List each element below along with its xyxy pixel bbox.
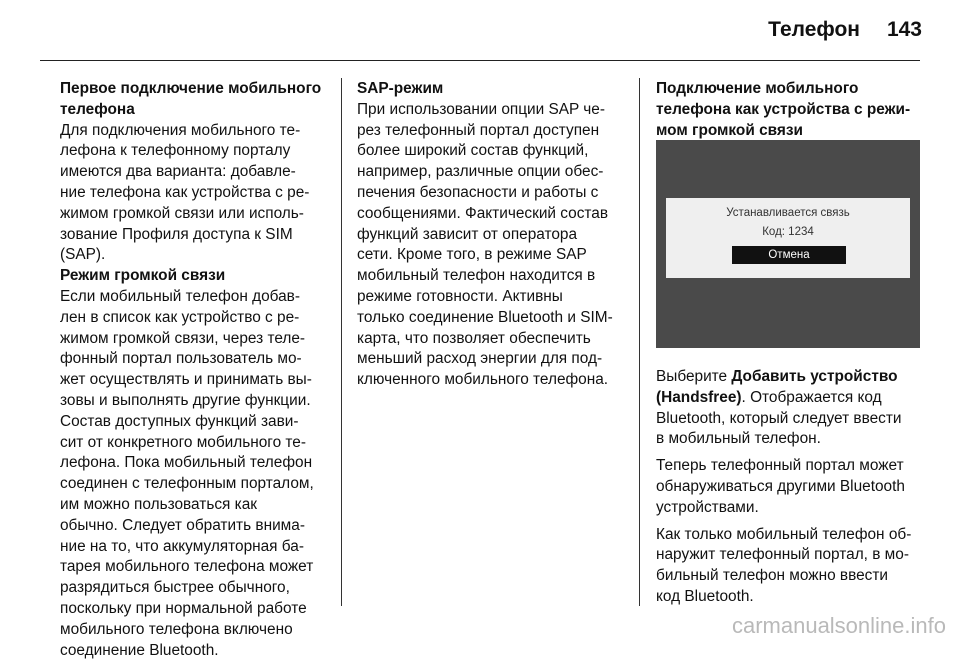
text-line: Теперь телефонный портал может xyxy=(656,457,904,475)
text-line: код Bluetooth. xyxy=(656,587,754,605)
heading-line: SAP-режим xyxy=(357,80,444,97)
text-line: устройствами. xyxy=(656,498,759,516)
heading-sap-mode xyxy=(357,79,625,100)
text-line: бильный телефон можно ввести xyxy=(656,567,888,585)
text-line: функций зависит от оператора xyxy=(357,225,578,243)
text-line: лефона. Пока мобильный телефон xyxy=(60,454,313,472)
text-line: сообщениями. Фактический состав xyxy=(357,204,609,222)
text-line: карта, что позволяет обеспечить xyxy=(357,329,591,347)
column-3 xyxy=(656,79,926,141)
text-line: рез телефонный портал доступен xyxy=(357,121,600,139)
text-line: зовы и выполнять другие функции. xyxy=(60,391,311,409)
text-line: жет осуществлять и принимать вы- xyxy=(60,371,312,389)
text-line: фонный портал пользователь мо- xyxy=(60,350,302,368)
text-line: разрядиться быстрее обычного, xyxy=(60,579,290,597)
text-line: им можно пользоваться как xyxy=(60,495,258,513)
menu-term: Добавить устройство xyxy=(731,368,898,385)
text-line: зование Профиля доступа к SIM xyxy=(60,225,293,243)
text-line: только соединение Bluetooth и SIM- xyxy=(357,308,613,326)
paragraph-handsfree xyxy=(60,287,332,661)
heading-line: Первое подключение мобильного xyxy=(60,80,322,97)
text-line: более широкий состав функций, xyxy=(357,142,589,160)
paragraph-sap xyxy=(357,100,625,391)
text-fragment: Выберите xyxy=(656,368,732,385)
text-line: мобильного телефона включено xyxy=(60,620,293,638)
column-3-lower xyxy=(656,367,926,608)
text-line xyxy=(656,367,926,388)
text-line: Как только мобильный телефон об- xyxy=(656,525,912,543)
text-line: (SAP). xyxy=(60,246,106,264)
text-line: жимом громкой связи, через теле- xyxy=(60,329,306,347)
text-line: мобильный телефон находится в xyxy=(357,267,596,285)
heading-line: Режим громкой связи xyxy=(60,267,226,285)
text-line: соединен с телефонным порталом, xyxy=(60,475,314,493)
text-line: лен в список как устройство с ре- xyxy=(60,308,300,326)
text-line: Bluetooth, который следует ввести xyxy=(656,409,902,427)
text-line: ние на то, что аккумуляторная ба- xyxy=(60,537,304,555)
text-line: Для подключения мобильного те- xyxy=(60,121,301,139)
text-fragment: . Отображается код xyxy=(741,388,882,406)
text-line xyxy=(656,388,926,409)
text-line: например, различные опции обес- xyxy=(357,163,604,181)
text-line: При использовании опции SAP че- xyxy=(357,100,605,118)
connection-dialog xyxy=(666,198,910,278)
menu-term: (Handsfree) xyxy=(656,388,742,406)
cancel-button[interactable]: Отмена xyxy=(732,246,846,264)
text-line: ключенного мобильного телефона. xyxy=(357,371,609,389)
display-screenshot xyxy=(656,140,920,348)
heading-line: мом громкой связи xyxy=(656,121,803,139)
heading-line: Подключение мобильного xyxy=(656,80,859,97)
text-line: имеются два варианта: добавле- xyxy=(60,163,296,181)
text-line: жимом громкой связи или исполь- xyxy=(60,204,304,222)
dialog-status-text: Устанавливается связь xyxy=(726,207,850,219)
paragraph-intro xyxy=(60,121,332,267)
column-1 xyxy=(60,79,332,661)
heading-line: телефона как устройства с режи- xyxy=(656,100,911,118)
watermark: carmanualsonline.info xyxy=(731,613,946,638)
heading-connect-handsfree xyxy=(656,79,926,141)
text-line: сит от конкретного мобильного те- xyxy=(60,433,306,451)
paragraph-select xyxy=(656,367,926,450)
text-line: Если мобильный телефон добав- xyxy=(60,287,300,305)
header-divider xyxy=(40,60,920,61)
text-line: в мобильный телефон. xyxy=(656,430,821,448)
text-line: сети. Кроме того, в режиме SAP xyxy=(357,246,587,264)
column-divider-2 xyxy=(639,78,640,606)
heading-first-connection xyxy=(60,79,332,121)
text-line: лефона к телефонному порталу xyxy=(60,142,291,160)
text-line: тарея мобильного телефона может xyxy=(60,558,314,576)
paragraph-enter-code xyxy=(656,525,926,608)
column-2 xyxy=(357,79,625,391)
text-line: печения безопасности и работы с xyxy=(357,183,599,201)
paragraph-discoverable xyxy=(656,456,926,518)
text-line: Состав доступных функций зави- xyxy=(60,412,299,430)
page-number: 143 xyxy=(886,18,922,41)
page-title: Телефон xyxy=(768,18,860,41)
text-line: меньший расход энергии для под- xyxy=(357,350,603,368)
text-line: наружит телефонный портал, в мо- xyxy=(656,546,909,564)
text-line: обнаруживаться другими Bluetooth xyxy=(656,477,905,495)
dialog-code-text: Код: 1234 xyxy=(762,226,814,238)
text-line: поскольку при нормальной работе xyxy=(60,599,307,617)
text-line: обычно. Следует обратить внима- xyxy=(60,516,305,534)
column-divider-1 xyxy=(341,78,342,606)
heading-line: телефона xyxy=(60,100,135,118)
text-line: соединение Bluetooth. xyxy=(60,641,219,659)
heading-handsfree-mode xyxy=(60,266,332,287)
text-line: режиме готовности. Активны xyxy=(357,287,563,305)
text-line: ние телефона как устройства с ре- xyxy=(60,183,310,201)
